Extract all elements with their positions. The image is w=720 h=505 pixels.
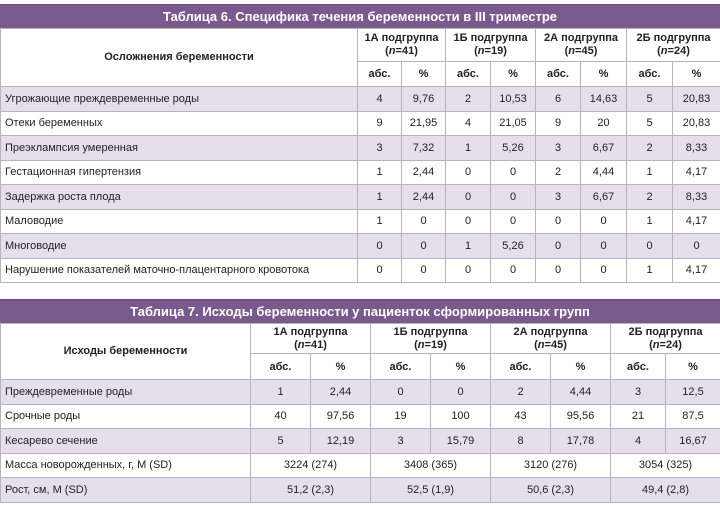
cell: 2	[491, 380, 551, 405]
cell: 5,26	[491, 136, 536, 161]
cell: 5,26	[491, 234, 536, 259]
cell: 17,78	[551, 429, 611, 454]
cell: 4,44	[581, 160, 627, 185]
row-label: Преждевременные роды	[1, 380, 251, 405]
row-label: Преэклампсия умеренная	[1, 136, 358, 161]
cell: 4	[611, 429, 666, 454]
cell: 52,5 (1,9)	[371, 478, 491, 503]
table-row	[1, 111, 720, 136]
cell: 3	[536, 136, 581, 161]
cell: 8,33	[673, 136, 720, 161]
cell: 3	[611, 380, 666, 405]
sub-header-abs: абс.	[358, 62, 402, 87]
sub-header-pct: %	[311, 354, 371, 380]
cell: 0	[446, 160, 491, 185]
cell: 1	[446, 136, 491, 161]
cell: 2,44	[402, 160, 446, 185]
sub-header-abs: абс.	[251, 354, 311, 380]
cell: 49,4 (2,8)	[611, 478, 720, 503]
cell: 1	[358, 160, 402, 185]
cell: 20,83	[673, 111, 720, 136]
table-row	[1, 453, 720, 478]
table-6-grid	[0, 28, 720, 283]
cell: 2	[627, 136, 673, 161]
cell: 43	[491, 404, 551, 429]
cell: 14,63	[581, 87, 627, 112]
cell: 0	[581, 234, 627, 259]
cell: 7,32	[402, 136, 446, 161]
cell: 3408 (365)	[371, 453, 491, 478]
cell: 97,56	[311, 404, 371, 429]
table-row	[1, 87, 720, 112]
cell: 0	[446, 258, 491, 283]
cell: 12,19	[311, 429, 371, 454]
cell: 21,95	[402, 111, 446, 136]
cell: 21,05	[491, 111, 536, 136]
row-label: Рост, см, М (SD)	[1, 478, 251, 503]
group-header-2b: 2Б подгруппа (n=24)	[611, 324, 720, 354]
cell: 0	[358, 234, 402, 259]
row-header: Осложнения беременности	[1, 29, 358, 87]
cell: 9,76	[402, 87, 446, 112]
cell: 2	[536, 160, 581, 185]
cell: 0	[402, 234, 446, 259]
sub-header-abs: абс.	[371, 354, 431, 380]
cell: 5	[627, 111, 673, 136]
table-7	[0, 299, 720, 503]
cell: 4,17	[673, 209, 720, 234]
cell: 51,2 (2,3)	[251, 478, 371, 503]
cell: 3	[358, 136, 402, 161]
cell: 95,56	[551, 404, 611, 429]
cell: 4	[446, 111, 491, 136]
cell: 19	[371, 404, 431, 429]
cell: 50,6 (2,3)	[491, 478, 611, 503]
row-label: Гестационная гипертензия	[1, 160, 358, 185]
cell: 2	[627, 185, 673, 210]
cell: 15,79	[431, 429, 491, 454]
table-row	[1, 209, 720, 234]
cell: 3120 (276)	[491, 453, 611, 478]
cell: 40	[251, 404, 311, 429]
cell: 0	[491, 209, 536, 234]
cell: 0	[431, 380, 491, 405]
cell: 20	[581, 111, 627, 136]
cell: 0	[446, 209, 491, 234]
row-label: Масса новорожденных, г, М (SD)	[1, 453, 251, 478]
cell: 0	[627, 234, 673, 259]
cell: 20,83	[673, 87, 720, 112]
cell: 4,44	[551, 380, 611, 405]
cell: 2,44	[311, 380, 371, 405]
cell: 4,17	[673, 160, 720, 185]
cell: 0	[581, 258, 627, 283]
cell: 0	[358, 258, 402, 283]
table-row	[1, 185, 720, 210]
group-header-2a: 2А подгруппа (n=45)	[491, 324, 611, 354]
group-header-1b: 1Б подгруппа (n=19)	[446, 29, 536, 62]
cell: 9	[358, 111, 402, 136]
cell: 21	[611, 404, 666, 429]
table-row	[1, 380, 720, 405]
table-row	[1, 478, 720, 503]
table-7-grid	[0, 323, 720, 503]
cell: 0	[491, 160, 536, 185]
sub-header-abs: абс.	[446, 62, 491, 87]
table-6-caption: Таблица 6. Специфика течения беременности в III триместре	[0, 4, 720, 28]
cell: 6,67	[581, 136, 627, 161]
cell: 87,5	[666, 404, 720, 429]
cell: 1	[627, 209, 673, 234]
sub-header-abs: абс.	[536, 62, 581, 87]
row-label: Задержка роста плода	[1, 185, 358, 210]
cell: 1	[358, 185, 402, 210]
cell: 0	[402, 258, 446, 283]
sub-header-pct: %	[402, 62, 446, 87]
cell: 1	[627, 160, 673, 185]
table-row	[1, 404, 720, 429]
sub-header-pct: %	[431, 354, 491, 380]
sub-header-pct: %	[673, 62, 720, 87]
cell: 1	[251, 380, 311, 405]
cell: 0	[536, 258, 581, 283]
table-6	[0, 4, 720, 283]
row-label: Маловодие	[1, 209, 358, 234]
cell: 4,17	[673, 258, 720, 283]
cell: 3	[371, 429, 431, 454]
cell: 0	[371, 380, 431, 405]
row-header: Исходы беременности	[1, 324, 251, 380]
cell: 0	[536, 234, 581, 259]
cell: 2,44	[402, 185, 446, 210]
sub-header-abs: абс.	[491, 354, 551, 380]
group-header-1b: 1Б подгруппа (n=19)	[371, 324, 491, 354]
cell: 8,33	[673, 185, 720, 210]
cell: 2	[446, 87, 491, 112]
group-header-1a: 1А подгруппа (n=41)	[358, 29, 446, 62]
sub-header-pct: %	[666, 354, 720, 380]
cell: 0	[581, 209, 627, 234]
cell: 3054 (325)	[611, 453, 720, 478]
row-label: Нарушение показателей маточно-плацентарного кровотока	[1, 258, 358, 283]
table-row	[1, 136, 720, 161]
cell: 5	[251, 429, 311, 454]
cell: 3	[536, 185, 581, 210]
cell: 0	[402, 209, 446, 234]
cell: 0	[491, 185, 536, 210]
cell: 3224 (274)	[251, 453, 371, 478]
cell: 0	[536, 209, 581, 234]
group-header-1a: 1А подгруппа (n=41)	[251, 324, 371, 354]
cell: 0	[673, 234, 720, 259]
cell: 6,67	[581, 185, 627, 210]
row-label: Многоводие	[1, 234, 358, 259]
row-label: Срочные роды	[1, 404, 251, 429]
group-header-2a: 2А подгруппа (n=45)	[536, 29, 627, 62]
table-7-caption: Таблица 7. Исходы беременности у пациенток сформированных групп	[0, 299, 720, 323]
table-row	[1, 234, 720, 259]
cell: 5	[627, 87, 673, 112]
table-row	[1, 160, 720, 185]
cell: 4	[358, 87, 402, 112]
sub-header-pct: %	[491, 62, 536, 87]
sub-header-abs: абс.	[611, 354, 666, 380]
cell: 1	[358, 209, 402, 234]
sub-header-abs: абс.	[627, 62, 673, 87]
cell: 0	[446, 185, 491, 210]
cell: 10,53	[491, 87, 536, 112]
cell: 9	[536, 111, 581, 136]
cell: 100	[431, 404, 491, 429]
cell: 1	[446, 234, 491, 259]
row-label: Отеки беременных	[1, 111, 358, 136]
group-header-2b: 2Б подгруппа (n=24)	[627, 29, 720, 62]
cell: 6	[536, 87, 581, 112]
sub-header-pct: %	[581, 62, 627, 87]
row-label: Кесарево сечение	[1, 429, 251, 454]
table-row	[1, 258, 720, 283]
table-row	[1, 429, 720, 454]
cell: 1	[627, 258, 673, 283]
cell: 8	[491, 429, 551, 454]
sub-header-pct: %	[551, 354, 611, 380]
row-label: Угрожающие преждевременные роды	[1, 87, 358, 112]
cell: 16,67	[666, 429, 720, 454]
cell: 0	[491, 258, 536, 283]
cell: 12,5	[666, 380, 720, 405]
